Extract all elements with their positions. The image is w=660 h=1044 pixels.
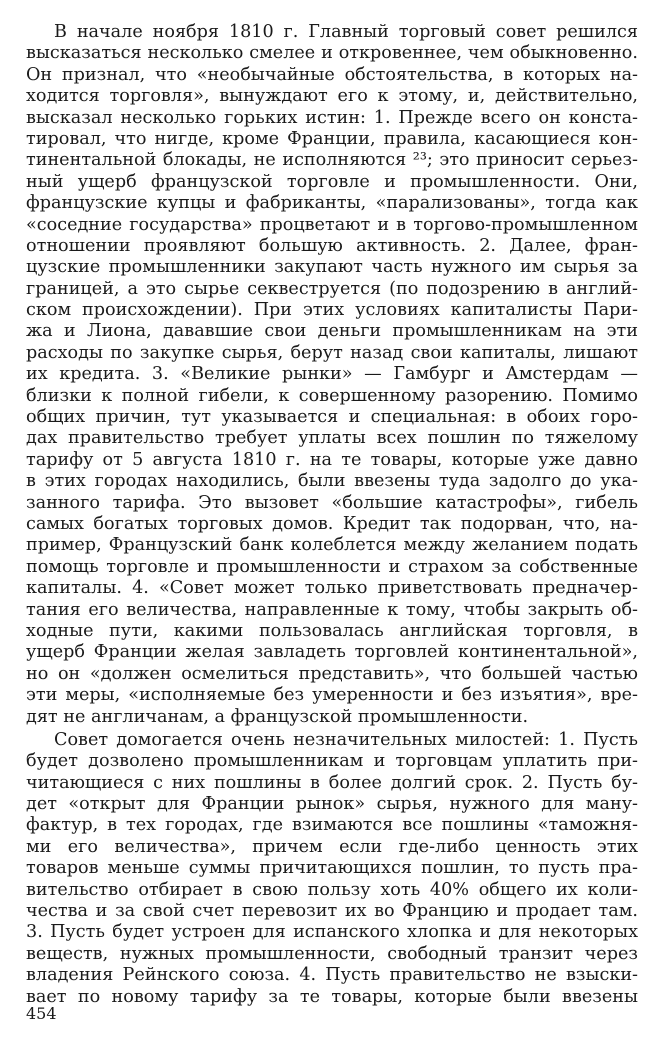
text-line: близки к полной гибели, к совершенному разорению. Помимо — [26, 385, 638, 406]
text-line: веществ, нужных промышленности, свободный транзит через — [26, 943, 638, 964]
text-line: жа и Лиона, дававшие свои деньги промышленникам на эти — [26, 321, 638, 342]
text-line: высказал несколько горьких истин: 1. Прежде всего он конста- — [26, 107, 638, 128]
text-line: границей, а это сырье секвеструется (по подозрению в англий- — [26, 278, 638, 299]
text-line: читающиеся с них пошлины в более долгий срок. 2. Пусть бу- — [26, 772, 638, 793]
text-line: пример, Французский банк колеблется между желанием подать — [26, 535, 638, 556]
text-line: но он «должен осмелиться представить», что большей частью — [26, 663, 638, 684]
text-line: дах правительство требует уплаты всех пошлин по тяжелому — [26, 428, 638, 449]
text-line: «соседние государства» процветают и в торгово-промышленном — [26, 214, 638, 235]
text-line: дят не англичанам, а французской промышленности. — [26, 706, 529, 727]
page-number: 454 — [26, 1004, 57, 1023]
text-line: ском происхождении). При этих условиях капиталисты Пари- — [26, 300, 638, 321]
paragraph-1 — [26, 22, 638, 728]
text-line: товаров меньше суммы причитающихся пошлин, то пусть пра- — [26, 858, 638, 879]
page-body — [26, 22, 638, 1008]
text-line: фактур, в тех городах, где взимаются все пошлины «таможня- — [26, 815, 638, 836]
text-line: чества и за свой счет перевозит их во Францию и продает там. — [26, 901, 638, 922]
text-line: тания его величества, направленные к тому, чтобы закрыть об- — [26, 599, 638, 620]
text-line: ущерб Франции желая завладеть торговлей континентальной», — [26, 642, 638, 663]
text-line: французские купцы и фабриканты, «парализованы», тогда как — [26, 193, 638, 214]
text-line: Он признал, что «необычайные обстоятельства, в которых на- — [26, 64, 638, 85]
text-line: будет дозволено промышленникам и торговцам уплатить при- — [26, 751, 638, 772]
text-line: помощь торговле и промышленности и страхом за собственные — [26, 556, 638, 577]
text-line: ный ущерб французской торговле и промышленности. Они, — [26, 171, 638, 192]
text-line: эти меры, «исполняемые без умеренности и без изъятия», вре- — [26, 685, 638, 706]
text-line: дет «открыт для Франции рынок» сырья, нужного для ману- — [26, 794, 638, 815]
text-line: высказаться несколько смелее и откровеннее, чем обыкновенно. — [26, 43, 638, 64]
text-line: в этих городах находились, были ввезены туда задолго до ука- — [26, 471, 638, 492]
text-line: вительство отбирает в свою пользу хоть 40% общего их коли- — [26, 879, 638, 900]
paragraph-2 — [26, 730, 638, 1008]
text-line: В начале ноября 1810 г. Главный торговый совет решился — [54, 22, 638, 42]
text-line: Совет домогается очень незначительных милостей: 1. Пусть — [54, 729, 638, 750]
text-line: отношении проявляют большую активность. 2. Далее, фран- — [26, 235, 638, 256]
text-line: тировал, что нигде, кроме Франции, правила, касающиеся кон- — [26, 128, 638, 149]
text-line: ми его величества», причем если где-либо ценность этих — [26, 836, 638, 857]
text-line: 3. Пусть будет устроен для испанского хлопка и для некоторых — [26, 922, 638, 943]
text-line: общих причин, тут указывается и специальная: в обоих горо- — [26, 407, 638, 428]
text-line: ходится торговля», вынуждают его к этому, и, действительно, — [26, 86, 638, 107]
text-line: занного тарифа. Это вызовет «большие катастрофы», гибель — [26, 492, 638, 513]
text-line: тарифу от 5 августа 1810 г. на те товары, которые уже давно — [26, 449, 638, 470]
text-line: самых богатых торговых домов. Кредит так подорван, что, на- — [26, 513, 638, 534]
text-line: вает по новому тарифу за те товары, которые были ввезены — [26, 986, 638, 1007]
text-line: расходы по закупке сырья, берут назад свои капиталы, лишают — [26, 342, 638, 363]
text-line: тинентальной блокады, не исполняются ²³; это приносит серьез- — [26, 150, 638, 171]
text-line: их кредита. 3. «Великие рынки» — Гамбург и Амстердам — — [26, 364, 638, 385]
text-line: цузские промышленники закупают часть нужного им сырья за — [26, 257, 638, 278]
text-line: владения Рейнского союза. 4. Пусть правительство не взыски- — [26, 965, 638, 986]
text-line: ходные пути, какими пользовалась английская торговля, в — [26, 620, 638, 641]
text-line: капиталы. 4. «Совет может только приветствовать предначер- — [26, 578, 638, 599]
